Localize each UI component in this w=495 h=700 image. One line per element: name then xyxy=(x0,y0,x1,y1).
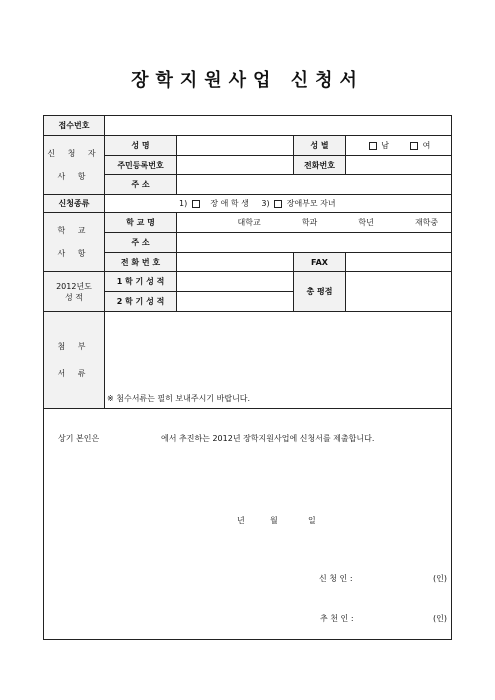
sem2-grade-field[interactable] xyxy=(177,292,294,312)
date-year-label: 년 xyxy=(237,516,245,525)
date-month-label: 월 xyxy=(270,516,278,525)
recommender-seal: (인) xyxy=(433,614,447,623)
sem2-grade-label: 2 학 기 성 적 xyxy=(105,292,177,312)
school-address-field[interactable] xyxy=(177,233,452,253)
gpa-field[interactable] xyxy=(346,272,452,312)
attachments-label: 첨 부 서 류 xyxy=(44,312,105,409)
applicant-seal: (인) xyxy=(433,574,447,583)
application-form-table xyxy=(43,115,452,640)
grade-label: 학년 xyxy=(358,218,374,227)
applicant-address-field[interactable] xyxy=(177,175,452,195)
university-label: 대학교 xyxy=(237,218,261,227)
fax-label: FAX xyxy=(294,253,346,272)
school-address-label: 주 소 xyxy=(105,233,177,253)
school-name-field[interactable] xyxy=(177,213,452,233)
declaration-sentence: 에서 추진하는 2012년 장학지원사업에 신청서를 제출합니다. xyxy=(161,434,375,443)
attachments-area[interactable] xyxy=(105,312,452,409)
school-phone-field[interactable] xyxy=(177,253,294,272)
male-checkbox[interactable] xyxy=(369,142,377,150)
gender-label: 성 별 xyxy=(294,136,346,156)
rrn-label: 주민등록번호 xyxy=(105,156,177,175)
sem1-grade-label: 1 학 기 성 적 xyxy=(105,272,177,292)
applicant-phone-label: 전화번호 xyxy=(294,156,346,175)
disabled-parent-label: 장애부모 자녀 xyxy=(286,199,336,208)
option1-prefix: 1) xyxy=(179,199,188,208)
department-label: 학과 xyxy=(301,218,318,227)
attachments-note: ※ 첨수서류는 필히 보내주시기 바랍니다. xyxy=(107,394,251,403)
name-label: 성 명 xyxy=(105,136,177,156)
female-checkbox[interactable] xyxy=(410,142,418,150)
applicant-sign-label: 신 청 인 : xyxy=(319,574,353,583)
applicant-address-label: 주 소 xyxy=(105,175,177,195)
school-name-label: 학 교 명 xyxy=(105,213,177,233)
declaration-lead: 상기 본인은 xyxy=(58,434,100,443)
receipt-no-label: 접수번호 xyxy=(44,116,105,136)
gpa-label: 총 평점 xyxy=(294,272,346,312)
receipt-no-field[interactable] xyxy=(105,116,452,136)
school-phone-label: 전 화 번 호 xyxy=(105,253,177,272)
disabled-student-checkbox[interactable] xyxy=(192,200,200,208)
sem1-grade-field[interactable] xyxy=(177,272,294,292)
declaration-area xyxy=(44,409,452,640)
application-type-label: 신청종류 xyxy=(44,195,105,213)
option2-prefix: 3) xyxy=(261,199,270,208)
grades-section-label: 2012년도 성 적 xyxy=(44,272,105,312)
applicant-section-label: 신 청 자 사 항 xyxy=(44,136,105,195)
gender-options xyxy=(346,136,452,156)
disabled-parent-checkbox[interactable] xyxy=(274,200,282,208)
disabled-student-label: 장 애 학 생 xyxy=(210,199,249,208)
school-section-label: 학 교 사 항 xyxy=(44,213,105,272)
application-type-options xyxy=(105,195,452,213)
recommender-sign-label: 추 천 인 : xyxy=(320,614,354,623)
male-label: 남 xyxy=(381,141,389,150)
applicant-phone-field[interactable] xyxy=(346,156,452,175)
name-field[interactable] xyxy=(177,136,294,156)
female-label: 여 xyxy=(422,141,431,150)
rrn-field[interactable] xyxy=(177,156,294,175)
fax-field[interactable] xyxy=(346,253,452,272)
enrolled-label: 재학중 xyxy=(414,218,439,227)
form-title: 장학지원사업 신청서 xyxy=(131,70,364,91)
date-day-label: 일 xyxy=(308,516,316,525)
